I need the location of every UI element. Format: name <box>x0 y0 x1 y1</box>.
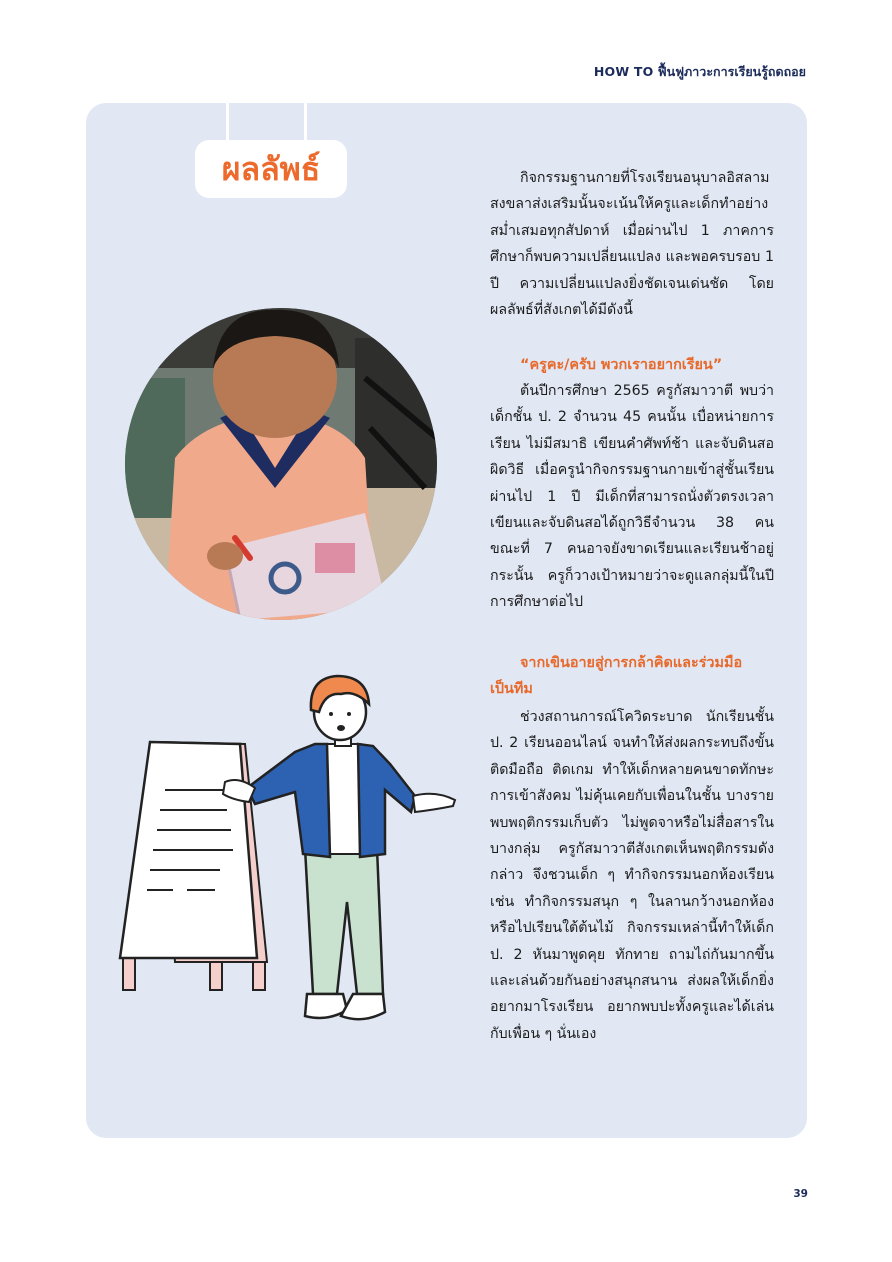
intro-text: กิจกรรมฐานกายที่โรงเรียนอนุบาลอิสลามสงขลาส่งเสริมนั้นจะเน้นให้ครูและเด็กทำอย่างสม่ำเสมอทุกสัปดาห์ เมื่อผ่านไป 1 ภาคการศึกษาก็พบความเปลี่ยนแปลง และพอครบรอบ 1 ปี ความเปลี่ยนแปลงยิ่งชัดเจนเด่นชัด โดยผลลัพธ์ที่สังเกตได้มีดังนี้ <box>490 170 774 319</box>
teacher-illustration <box>115 672 475 1046</box>
page-number: 39 <box>793 1188 808 1200</box>
section-1-heading: “ครูคะ/ครับ พวกเราอยากเรียน” <box>520 357 723 373</box>
section-title-box <box>195 140 347 198</box>
tab-line-left <box>226 103 229 143</box>
section-1-body: ต้นปีการศึกษา 2565 ครูกัสมาวาตี พบว่าเด็กชั้น ป. 2 จำนวน 45 คนนั้น เบื่อหน่ายการเรียน ไม่มีสมาธิ เขียนคำศัพท์ช้า และจับดินสอผิดวิธี เมื่อครูนำกิจกรรมฐานกายเข้าสู่ชั้นเรียน ผ่านไป 1 ปี มีเด็กที่สามารถนั่งตัวตรงเวลาเขียนและจับดินสอได้ถูกวิธีจำนวน 38 คน ขณะที่ 7 คนอาจยังขาดเรียนและเรียนช้าอยู่ กระนั้น ครูก็วางเป้าหมายว่าจะดูแลกลุ่มนี้ในปีการศึกษาต่อไป <box>490 383 774 611</box>
section-2-body-wrap <box>490 704 774 1047</box>
tab-line-right <box>304 103 307 143</box>
section-1-body-wrap <box>490 378 774 616</box>
section-2-heading-wrap <box>490 650 780 702</box>
section-2-heading-line2: เป็นทีม <box>490 681 533 697</box>
student-photo <box>125 308 437 620</box>
header-title: ฟื้นฟูภาวะการเรียนรู้ถดถอย <box>657 64 806 79</box>
section-title: ผลลัพธ์ <box>221 149 321 188</box>
header-howto: HOW TO <box>593 64 654 79</box>
section-1-heading-wrap <box>490 352 780 378</box>
running-header <box>594 62 806 82</box>
section-2-body: ช่วงสถานการณ์โควิดระบาด นักเรียนชั้น ป. 2 เรียนออนไลน์ จนทำให้ส่งผลกระทบถึงขั้นติดมือถือ ติดเกม ทำให้เด็กหลายคนขาดทักษะการเข้าสังคม ไม่คุ้นเคยกับเพื่อนในชั้น บางรายพบพฤติกรรมเก็บตัว ไม่พูดจาหรือไม่สื่อสารในบางกลุ่ม ครูกัสมาวาตีสังเกตเห็นพฤติกรรมดังกล่าว จึงชวนเด็ก ๆ ทำกิจกรรมนอกห้องเรียน เช่น ทำกิจกรรมสนุก ๆ ในลานกว้างนอกห้อง หรือไปเรียนใต้ต้นไม้ กิจกรรมเหล่านี้ทำให้เด็ก ป. 2 หันมาพูดคุย ทักทาย ถามไถ่กันมากขึ้น และเล่นด้วยกันอย่างสนุกสนาน ส่งผลให้เด็กยิ่งอยากมาโรงเรียน อยากพบปะทั้งครูและได้เล่นกับเพื่อน ๆ นั่นเอง <box>490 709 774 1042</box>
section-2-heading-line1: จากเขินอายสู่การกล้าคิดและร่วมมือ <box>520 655 743 671</box>
intro-paragraph <box>490 165 774 323</box>
